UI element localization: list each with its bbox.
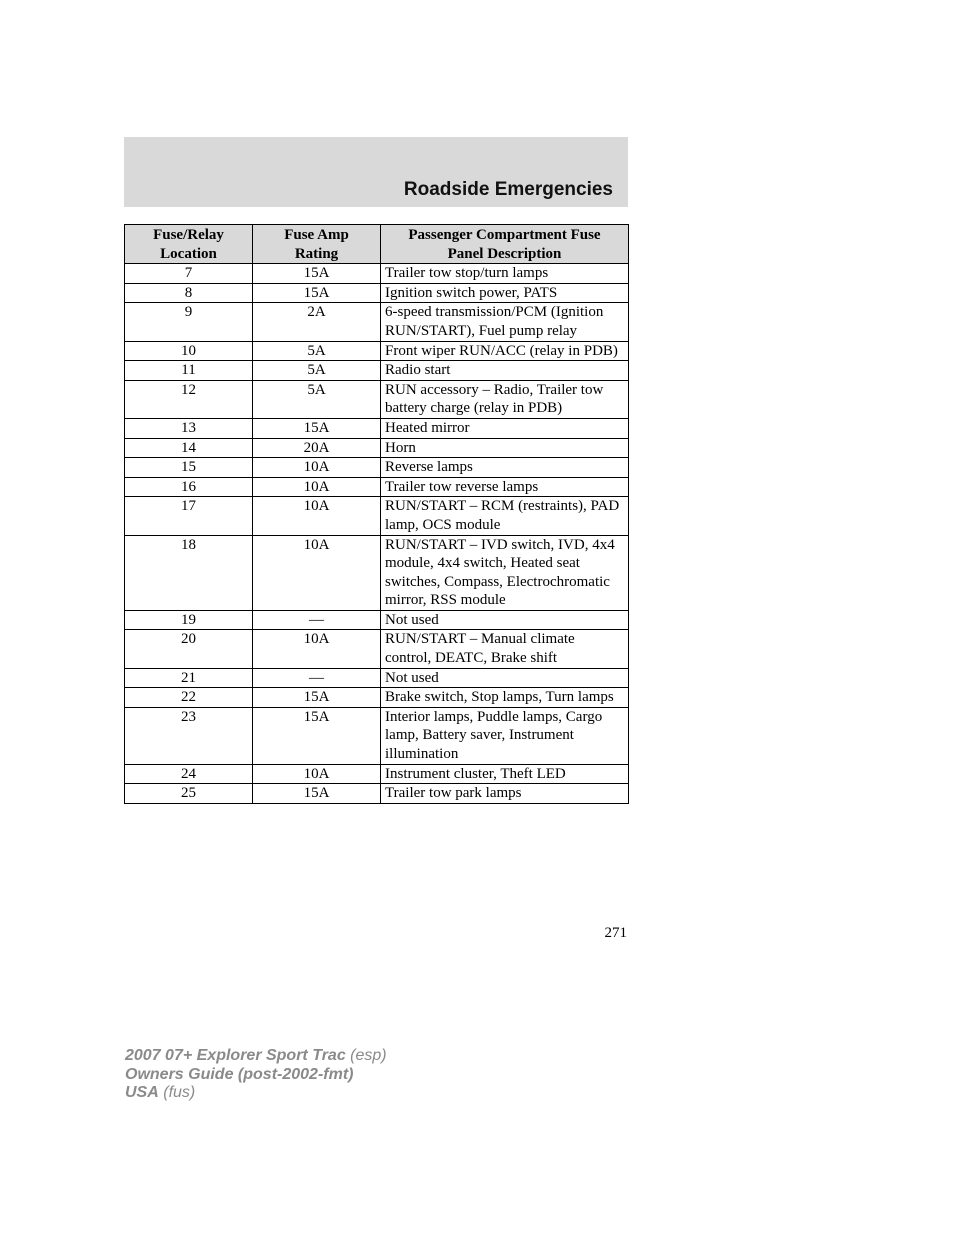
cell-description: Brake switch, Stop lamps, Turn lamps (381, 688, 629, 708)
cell-description: Trailer tow stop/turn lamps (381, 264, 629, 284)
cell-description: Radio start (381, 361, 629, 381)
table-row (125, 361, 629, 381)
table-row (125, 283, 629, 303)
table-row (125, 477, 629, 497)
cell-rating: 15A (253, 688, 381, 708)
cell-location: 18 (125, 535, 253, 610)
cell-description: 6-speed transmission/PCM (Ignition RUN/START), Fuel pump relay (381, 303, 629, 341)
cell-rating: 10A (253, 630, 381, 668)
table-row (125, 535, 629, 610)
cell-location: 21 (125, 668, 253, 688)
cell-rating: 10A (253, 535, 381, 610)
cell-description: Front wiper RUN/ACC (relay in PDB) (381, 341, 629, 361)
cell-location: 20 (125, 630, 253, 668)
cell-rating: — (253, 610, 381, 630)
cell-rating: 15A (253, 784, 381, 804)
cell-description: Ignition switch power, PATS (381, 283, 629, 303)
footer-line-3: USA (fus) (125, 1084, 196, 1101)
cell-location: 9 (125, 303, 253, 341)
cell-rating: 10A (253, 477, 381, 497)
cell-location: 24 (125, 764, 253, 784)
cell-rating: — (253, 668, 381, 688)
cell-location: 13 (125, 418, 253, 438)
table-row (125, 784, 629, 804)
cell-description: RUN/START – RCM (restraints), PAD lamp, OCS module (381, 497, 629, 535)
cell-rating: 10A (253, 458, 381, 478)
cell-rating: 15A (253, 283, 381, 303)
cell-location: 7 (125, 264, 253, 284)
cell-description: Not used (381, 610, 629, 630)
cell-rating: 5A (253, 341, 381, 361)
section-title: Roadside Emergencies (403, 179, 613, 200)
cell-rating: 2A (253, 303, 381, 341)
cell-description: RUN accessory – Radio, Trailer tow battery charge (relay in PDB) (381, 380, 629, 418)
cell-rating: 20A (253, 438, 381, 458)
column-header-rating: Fuse Amp Rating (253, 225, 381, 264)
table-row (125, 438, 629, 458)
cell-location: 12 (125, 380, 253, 418)
table-row (125, 764, 629, 784)
table-row (125, 688, 629, 708)
table-row (125, 668, 629, 688)
cell-rating: 5A (253, 380, 381, 418)
table-row (125, 341, 629, 361)
table-row (125, 630, 629, 668)
column-header-description: Passenger Compartment Fuse Panel Description (381, 225, 629, 264)
cell-location: 15 (125, 458, 253, 478)
cell-location: 22 (125, 688, 253, 708)
table-header-row (125, 225, 629, 264)
table-row (125, 418, 629, 438)
cell-description: Heated mirror (381, 418, 629, 438)
cell-rating: 15A (253, 264, 381, 284)
footer-line-1: 2007 07+ Explorer Sport Trac (esp) (125, 1047, 387, 1064)
cell-rating: 5A (253, 361, 381, 381)
cell-description: Trailer tow park lamps (381, 784, 629, 804)
footer-line-2: Owners Guide (post-2002-fmt) (125, 1065, 354, 1083)
cell-rating: 15A (253, 418, 381, 438)
cell-rating: 15A (253, 707, 381, 764)
page-number: 271 (604, 925, 627, 941)
fuse-table (124, 224, 629, 804)
cell-location: 16 (125, 477, 253, 497)
cell-location: 23 (125, 707, 253, 764)
cell-rating: 10A (253, 497, 381, 535)
cell-description: Trailer tow reverse lamps (381, 477, 629, 497)
cell-location: 11 (125, 361, 253, 381)
cell-description: Interior lamps, Puddle lamps, Cargo lamp, Battery saver, Instrument illumination (381, 707, 629, 764)
cell-description: Not used (381, 668, 629, 688)
fuse-table-body (125, 264, 629, 804)
document-footer (125, 1047, 387, 1103)
cell-description: Instrument cluster, Theft LED (381, 764, 629, 784)
cell-location: 10 (125, 341, 253, 361)
table-row (125, 458, 629, 478)
cell-description: Reverse lamps (381, 458, 629, 478)
cell-description: Horn (381, 438, 629, 458)
cell-description: RUN/START – IVD switch, IVD, 4x4 module, 4x4 switch, Heated seat switches, Compass, Electrochromatic mirror, RSS module (381, 535, 629, 610)
table-row (125, 303, 629, 341)
table-row (125, 264, 629, 284)
cell-location: 8 (125, 283, 253, 303)
cell-location: 14 (125, 438, 253, 458)
cell-location: 19 (125, 610, 253, 630)
table-row (125, 497, 629, 535)
section-header-band (124, 137, 628, 207)
table-row (125, 707, 629, 764)
cell-location: 25 (125, 784, 253, 804)
column-header-location: Fuse/Relay Location (125, 225, 253, 264)
cell-description: RUN/START – Manual climate control, DEATC, Brake shift (381, 630, 629, 668)
cell-location: 17 (125, 497, 253, 535)
table-row (125, 610, 629, 630)
table-row (125, 380, 629, 418)
cell-rating: 10A (253, 764, 381, 784)
